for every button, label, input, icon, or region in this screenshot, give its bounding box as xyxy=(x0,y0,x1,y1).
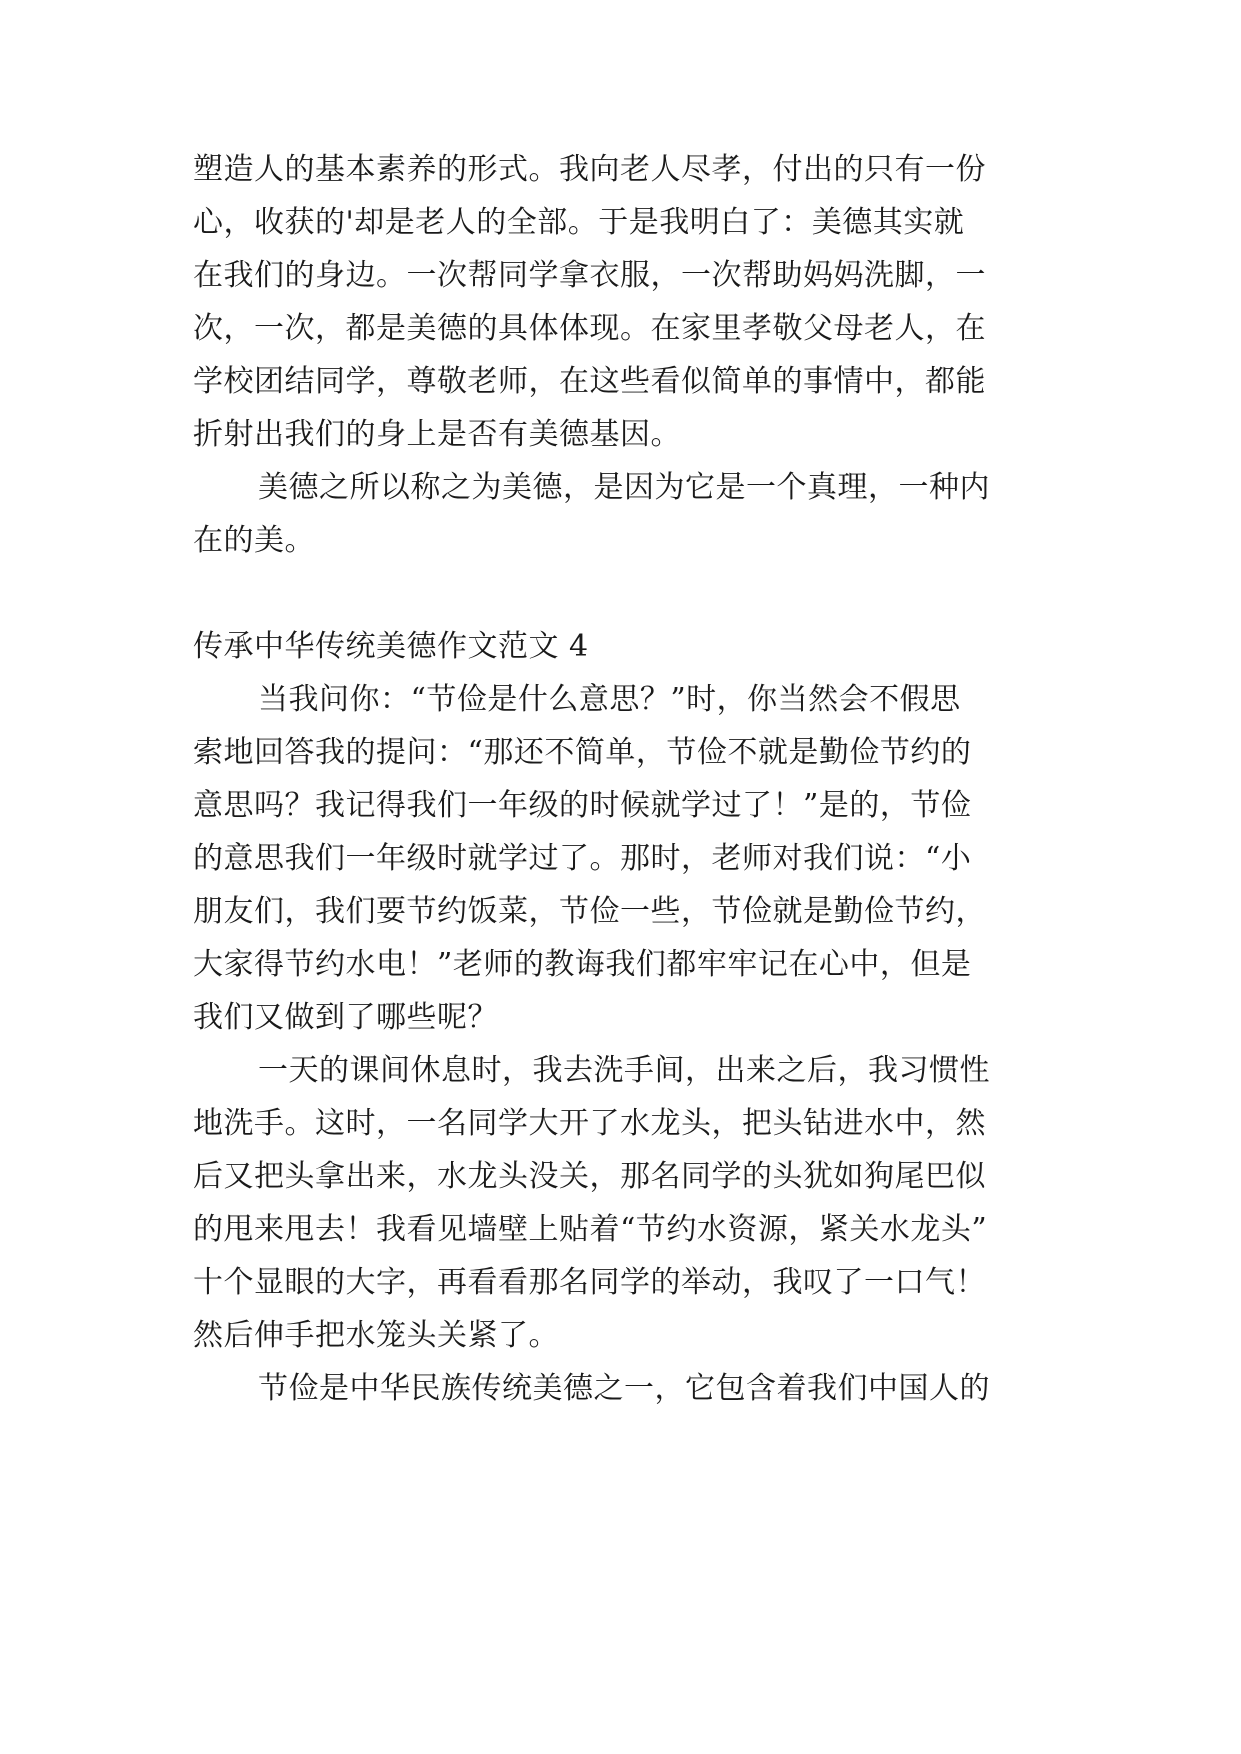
paragraph-line: 然后伸手把水笼头关紧了。 xyxy=(193,1318,559,1353)
paragraph-line: 心，收获的'却是老人的全部。于是我明白了：美德其实就 xyxy=(193,205,965,240)
section-heading: 传承中华传统美德作文范文 4 xyxy=(193,629,589,664)
paragraph-line: 十个显眼的大字，再看看那名同学的举动，我叹了一口气！ xyxy=(193,1265,986,1300)
paragraph-line: 索地回答我的提问：“那还不简单，节俭不就是勤俭节约的 xyxy=(193,735,972,770)
paragraph-line: 后又把头拿出来，水龙头没关，那名同学的头犹如狗尾巴似 xyxy=(193,1159,986,1194)
paragraph-line: 地洗手。这时，一名同学大开了水龙头，把头钻进水中，然 xyxy=(193,1106,986,1141)
paragraph-line: 朋友们，我们要节约饭菜，节俭一些，节俭就是勤俭节约， xyxy=(193,894,986,929)
paragraph-line: 次，一次，都是美德的具体体现。在家里孝敬父母老人，在 xyxy=(193,311,986,346)
paragraph-line: 意思吗？我记得我们一年级的时候就学过了！”是的，节俭 xyxy=(193,788,972,823)
paragraph-line: 学校团结同学，尊敬老师，在这些看似简单的事情中，都能 xyxy=(193,364,986,399)
paragraph-line: 美德之所以称之为美德，是因为它是一个真理，一种内 xyxy=(258,470,990,505)
paragraph-line: 我们又做到了哪些呢？ xyxy=(193,1000,498,1035)
paragraph-line: 一天的课间休息时，我去洗手间，出来之后，我习惯性 xyxy=(258,1053,990,1088)
paragraph-line: 的甩来甩去！我看见墙壁上贴着“节约水资源，紧关水龙头” xyxy=(193,1212,988,1247)
paragraph-line: 在的美。 xyxy=(193,523,315,558)
paragraph-line: 在我们的身边。一次帮同学拿衣服，一次帮助妈妈洗脚，一 xyxy=(193,258,986,293)
paragraph-line: 塑造人的基本素养的形式。我向老人尽孝，付出的只有一份 xyxy=(193,152,986,187)
paragraph-line: 当我问你：“节俭是什么意思？”时，你当然会不假思 xyxy=(258,682,961,717)
paragraph-line: 折射出我们的身上是否有美德基因。 xyxy=(193,417,681,452)
paragraph-line: 节俭是中华民族传统美德之一，它包含着我们中国人的 xyxy=(258,1371,990,1406)
paragraph-line: 大家得节约水电！”老师的教诲我们都牢牢记在心中，但是 xyxy=(193,947,972,982)
paragraph-line: 的意思我们一年级时就学过了。那时，老师对我们说：“小 xyxy=(193,841,972,876)
